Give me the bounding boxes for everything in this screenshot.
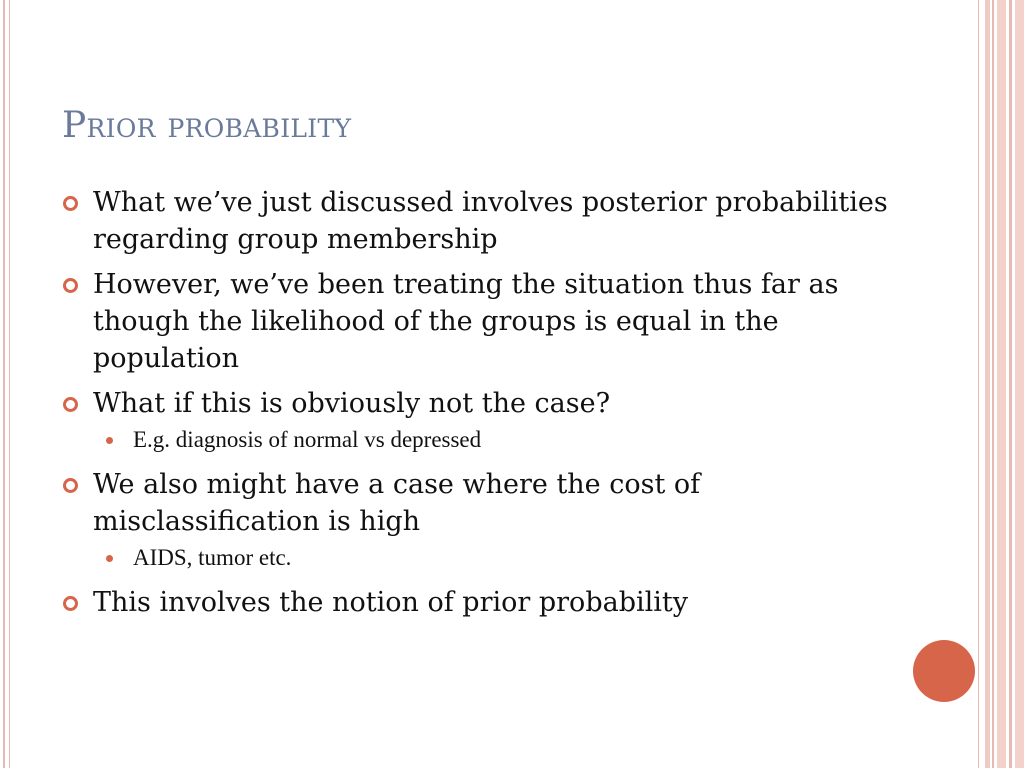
- stripe: [978, 0, 979, 768]
- stripe: [985, 0, 990, 768]
- bullet-text: What if this is obviously not the case?: [93, 388, 611, 419]
- filled-dot-icon: [106, 555, 113, 562]
- bullet-item: [60, 184, 900, 258]
- stripe: [1009, 0, 1012, 768]
- circle-outline-icon: [63, 596, 78, 611]
- bullet-list: [60, 184, 900, 629]
- circle-outline-icon: [63, 397, 78, 412]
- sub-bullet-text: E.g. diagnosis of normal vs depressed: [133, 427, 482, 452]
- bullet-item: [60, 584, 900, 621]
- bullet-text: However, we’ve been treating the situation thus far as though the likelihood of the groups is equal in the population: [93, 269, 839, 374]
- slide-title: Prior probability: [62, 105, 352, 146]
- bullet-item: [60, 266, 900, 377]
- bullet-text: We also might have a case where the cost of misclassification is high: [93, 469, 701, 537]
- circle-outline-icon: [63, 278, 78, 293]
- bullet-item: [60, 385, 900, 422]
- right-decorative-stripes: [978, 0, 1024, 768]
- stripe: [1015, 0, 1024, 768]
- sub-bullet-item: [60, 544, 900, 572]
- circle-outline-icon: [63, 196, 78, 211]
- bullet-text: This involves the notion of prior probability: [93, 587, 688, 618]
- bullet-item: [60, 466, 900, 540]
- decorative-circle: [913, 640, 975, 702]
- left-border-line-inner: [9, 0, 10, 768]
- filled-dot-icon: [106, 437, 113, 444]
- sub-bullet-text: AIDS, tumor etc.: [133, 545, 292, 570]
- bullet-text: What we’ve just discussed involves posterior probabilities regarding group membership: [93, 187, 888, 255]
- stripe: [992, 0, 994, 768]
- circle-outline-icon: [63, 478, 78, 493]
- left-border-line: [3, 0, 5, 768]
- stripe: [997, 0, 1006, 768]
- sub-bullet-item: [60, 426, 900, 454]
